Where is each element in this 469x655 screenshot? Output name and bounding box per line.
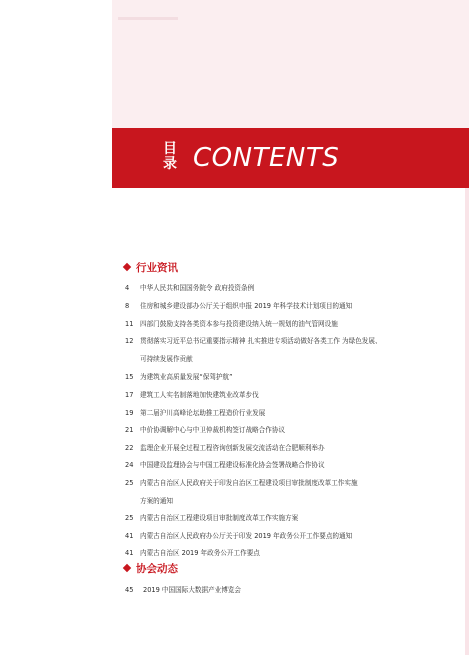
toc-page-number: 15 xyxy=(125,373,134,381)
toc-entry[interactable] xyxy=(125,546,461,560)
toc-entry-continuation: 方案的通知 xyxy=(140,497,173,505)
toc-entry-title: 内蒙古自治区工程建设项目审批制度改革工作实施方案 xyxy=(140,514,299,522)
toc-page-number: 17 xyxy=(125,391,134,399)
toc-page-number: 24 xyxy=(125,461,134,469)
section-title: 行业资讯 xyxy=(136,262,178,274)
toc-page-number: 45 xyxy=(125,586,134,594)
toc-entry[interactable] xyxy=(125,441,461,455)
toc-entry[interactable] xyxy=(125,529,461,543)
toc-page-number: 19 xyxy=(125,409,134,417)
faint-header-mark xyxy=(118,17,178,20)
toc-entry[interactable] xyxy=(125,281,461,295)
toc-page-number: 25 xyxy=(125,479,134,487)
toc-entry[interactable] xyxy=(125,406,461,420)
diamond-bullet-icon xyxy=(123,263,131,271)
toc-entry-title: 中国建设监理协会与中国工程建设标准化协会签署战略合作协议 xyxy=(140,461,325,469)
toc-page-number: 41 xyxy=(125,549,134,557)
toc-entry[interactable] xyxy=(125,317,461,331)
toc-entry[interactable] xyxy=(125,299,461,313)
diamond-bullet-icon xyxy=(123,564,131,572)
toc-entry[interactable] xyxy=(125,334,461,348)
toc-entry-title: 四部门鼓励支持各类资本参与投资建设纳入统一规划的油气管网设施 xyxy=(140,320,338,328)
toc-page-number: 12 xyxy=(125,337,134,345)
toc-entry-title: 监理企业开展全过程工程咨询创新发展交流活动在合肥顺利举办 xyxy=(140,444,325,452)
toc-entry-title: 中价协调解中心与中卫仲裁机构签订战略合作协议 xyxy=(140,426,286,434)
toc-entry-title: 建筑工人实名制落地加快建筑业改革步伐 xyxy=(140,391,259,399)
toc-page-number: 11 xyxy=(125,320,134,328)
toc-page-number: 21 xyxy=(125,426,134,434)
toc-entry[interactable] xyxy=(125,370,461,384)
toc-entry[interactable] xyxy=(125,458,461,472)
toc-entry-title: 第二届沪川高峰论坛助推工程造价行业发展 xyxy=(140,409,266,417)
toc-entry[interactable] xyxy=(125,511,461,525)
toc-entry[interactable] xyxy=(125,583,461,597)
toc-page-number: 41 xyxy=(125,532,134,540)
toc-entry-title: 中华人民共和国国务院令 政府投资条例 xyxy=(140,284,255,292)
toc-entry-title: 2019 中国国际大数据产业博览会 xyxy=(143,586,242,594)
toc-entry-title: 为建筑业高质量发展“保驾护航” xyxy=(140,373,233,381)
toc-page-number: 8 xyxy=(125,302,130,310)
toc-entry-title: 内蒙古自治区人民政府办公厅关于印发 2019 年政务公开工作要点的通知 xyxy=(140,532,353,540)
toc-entry-title: 贯彻落实习近平总书记重要指示精神 扎实推进专项活动做好各类工作 为绿色发展、 xyxy=(140,337,382,345)
toc-entry[interactable] xyxy=(125,388,461,402)
right-edge-tint xyxy=(465,128,469,655)
section-title: 协会动态 xyxy=(136,563,178,575)
toc-page-number: 4 xyxy=(125,284,130,292)
banner-cn-title: 目录 xyxy=(163,141,177,172)
toc-page-number: 22 xyxy=(125,444,134,452)
toc-entry[interactable] xyxy=(125,476,461,490)
toc-entry-continuation: 可持续发展作贡献 xyxy=(140,355,193,363)
toc-entry-title: 住房和城乡建设部办公厅关于组织申报 2019 年科学技术计划项目的通知 xyxy=(140,302,353,310)
toc-entry-title: 内蒙古自治区 2019 年政务公开工作要点 xyxy=(140,549,260,557)
toc-page-number: 25 xyxy=(125,514,134,522)
toc-entry-title: 内蒙古自治区人民政府关于印发自治区工程建设项目审批制度改革工作实施 xyxy=(140,479,358,487)
toc-entry[interactable] xyxy=(125,423,461,437)
banner-en-title: CONTENTS xyxy=(193,143,340,173)
